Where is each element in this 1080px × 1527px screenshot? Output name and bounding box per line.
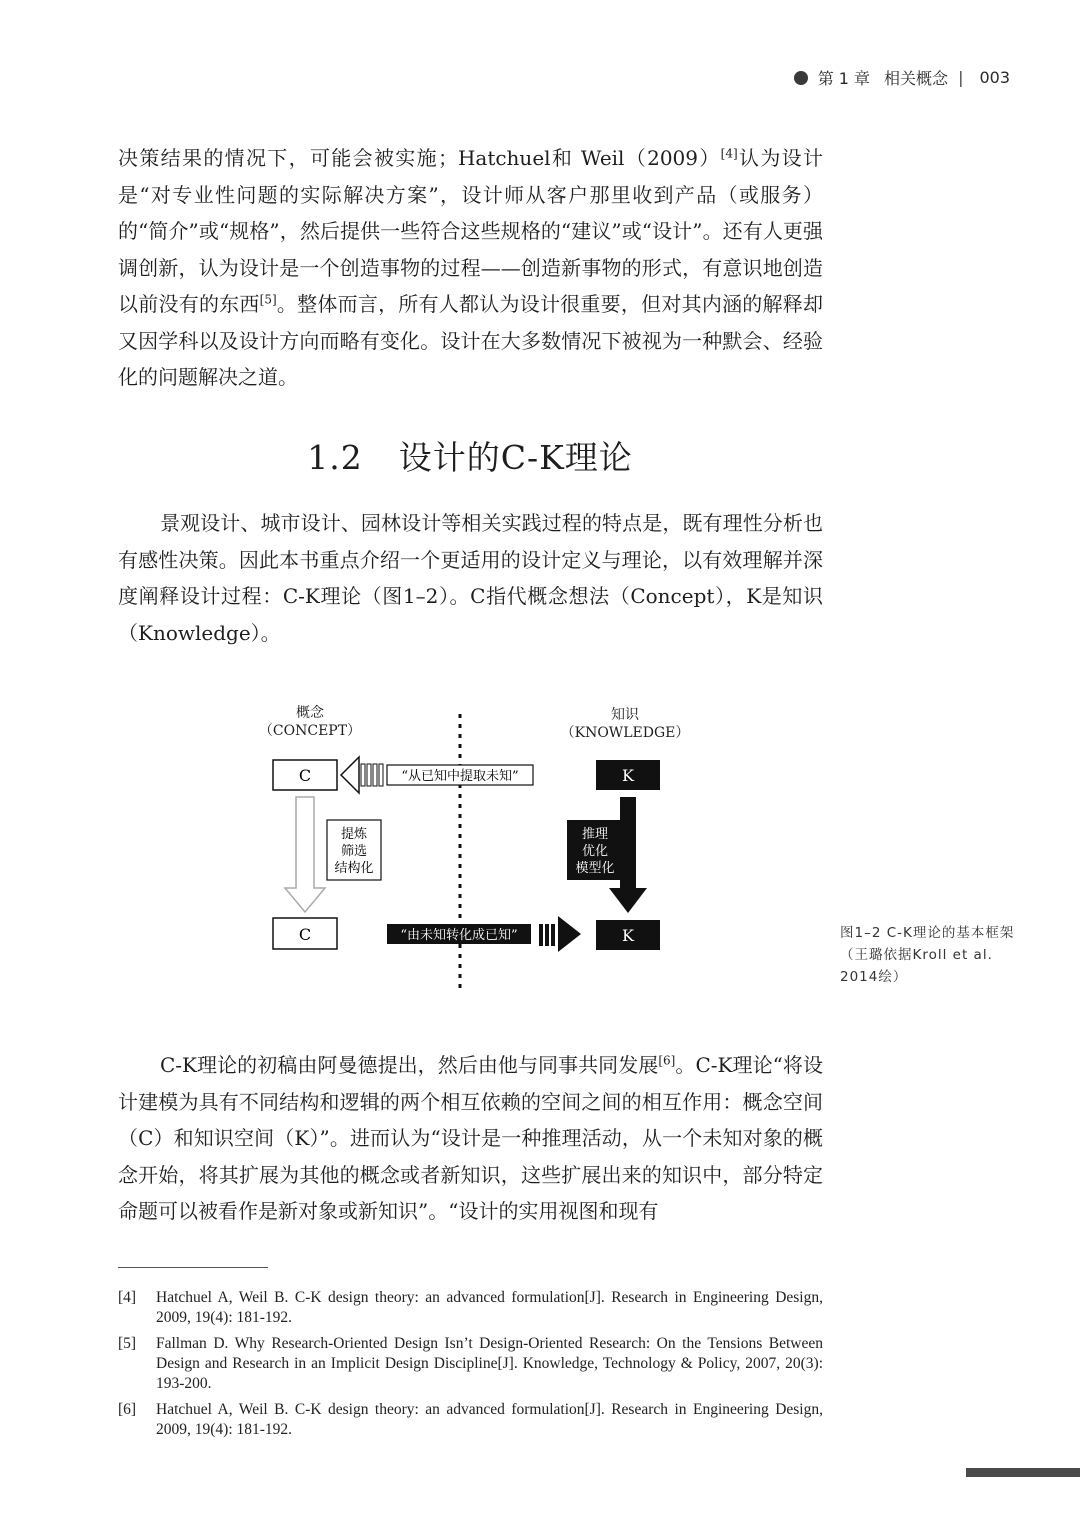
knowledge-label-cn: 知识 [611, 707, 639, 723]
right-arrow-head-icon [558, 916, 581, 952]
running-header [794, 66, 1010, 89]
hollow-down-arrow-icon [285, 797, 325, 912]
paragraph-1-part-2: 认为设计是“对专业性问题的实际解决方案”，设计师从客户那里收到产品（或服务）的“简介”或“规格”，然后提供一些符合这些规格的“建议”或“设计”。还有人更强调创新，认为设计是一个创造事物的过程——创造新事物的形式，有意识地创造以前没有的东西 [118, 146, 823, 316]
paragraph-3-part-2: 。C-K理论“将设计建模为具有不同结构和逻辑的两个相互依赖的空间之间的相互作用：概念空间（C）和知识空间（K）”。进而认为“设计是一种推理活动，从一个未知对象的概念开始，将其扩展为其他的概念或者新知识，这些扩展出来的知识中，部分特定命题可以被看作是新对象或新知识”。“设计的实用视图和现有 [118, 1053, 823, 1223]
header-separator: | [958, 68, 964, 87]
citation-6[interactable]: [6] [658, 1053, 676, 1068]
ck-theory-figure [255, 700, 715, 995]
footnote-item [118, 1400, 823, 1440]
paragraph-1-part-3: 。整体而言，所有人都认为设计很重要，但对其内涵的解释却又因学科以及设计方向而略有变化。设计在大多数情况下被视为一种默会、经验化的问题解决之道。 [118, 292, 824, 389]
right-process-line-3: 模型化 [575, 861, 615, 876]
knowledge-box-top [596, 760, 660, 790]
knowledge-box-bottom-text: K [622, 926, 634, 945]
paragraph-2: 景观设计、城市设计、园林设计等相关实践过程的特点是，既有理性分析也有感性决策。因此本书重点介绍一个更适用的设计定义与理论，以有效理解并深度阐释设计过程：C-K理论（图1–2）。C指代概念想法（Concept），K是知识（Knowledge）。 [118, 511, 823, 645]
section-heading [0, 432, 940, 479]
right-process-box [567, 820, 623, 880]
citation-5[interactable]: [5] [259, 292, 277, 307]
footnote-text: Fallman D. Why Research-Oriented Design Isn’t Design-Oriented Research: On the Tensions Between Design and Research in an Implicit Design Discipline[J]. Knowledge, Technology & Policy, 2007, 20(3): 193-200. [156, 1335, 823, 1392]
footnotes [118, 1288, 823, 1446]
footnote-text: Hatchuel A, Weil B. C-K design theory: an advanced formulation[J]. Research in Engineering Design, 2009, 19(4): 181-192. [156, 1289, 823, 1326]
bullet-dot-icon [794, 71, 808, 85]
chapter-number: 第 1 章 [817, 69, 871, 88]
right-process-line-1: 推理 [581, 827, 609, 842]
paragraph-3 [118, 1047, 823, 1230]
arrow-top-text: “从已知中提取未知” [401, 769, 519, 784]
paragraph-1-part-1: 决策结果的情况下，可能会被实施；Hatchuel和 Weil（2009） [118, 146, 721, 170]
knowledge-label-en: （KNOWLEDGE） [560, 725, 690, 741]
concept-label-cn: 概念 [296, 705, 324, 721]
section-number: 1.2 [307, 438, 363, 477]
concept-box-top [273, 760, 337, 790]
left-arrow-head-icon [341, 757, 359, 793]
knowledge-box-top-text: K [622, 766, 634, 785]
right-process-line-2: 优化 [581, 844, 609, 859]
citation-4[interactable]: [4] [720, 146, 738, 161]
footnote-item [118, 1288, 823, 1328]
left-process-line-1: 提炼 [340, 827, 368, 842]
page-edge-bar [966, 1468, 1080, 1477]
concept-box-bottom [273, 918, 337, 949]
left-arrow-top [341, 757, 533, 793]
ck-diagram [255, 700, 715, 995]
section-title: 设计的C-K理论 [398, 438, 633, 477]
left-process-line-3: 结构化 [334, 861, 374, 876]
footnote-text: Hatchuel A, Weil B. C-K design theory: an advanced formulation[J]. Research in Engineering Design, 2009, 19(4): 181-192. [156, 1401, 823, 1438]
concept-label-en: （CONCEPT） [258, 723, 362, 739]
footnote-item [118, 1334, 823, 1394]
left-process-box [327, 820, 381, 880]
footnote-number: [4] [118, 1289, 137, 1306]
footnote-number: [6] [118, 1401, 137, 1418]
paragraph-1 [118, 140, 823, 396]
left-process-line-2: 筛选 [340, 844, 368, 859]
chapter-title: 相关概念 [884, 69, 949, 88]
footnote-number: [5] [118, 1335, 137, 1352]
knowledge-box-bottom [596, 920, 660, 950]
arrow-bottom-text: “由未知转化成已知” [400, 928, 518, 943]
right-arrow-bottom [387, 916, 581, 952]
concept-box-bottom-text: C [298, 925, 312, 944]
page-number: 003 [979, 68, 1010, 87]
paragraph-3-part-1: C-K理论的初稿由阿曼德提出，然后由他与同事共同发展 [160, 1053, 659, 1077]
footnote-rule [118, 1267, 268, 1268]
figure-caption: 图1–2 C-K理论的基本框架（王璐依据Kroll et al. 2014绘） [840, 925, 1015, 985]
concept-box-top-text: C [298, 766, 312, 785]
